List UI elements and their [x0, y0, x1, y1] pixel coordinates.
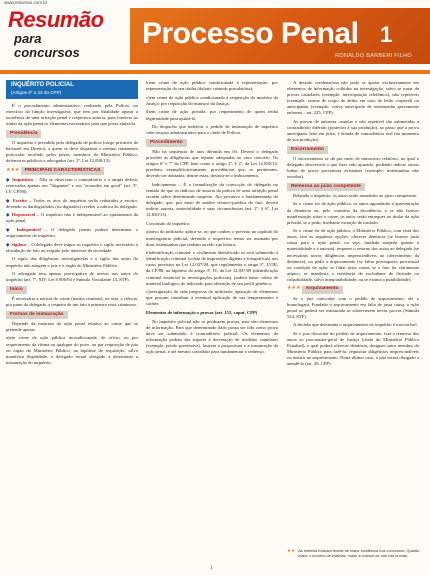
- bullet-icon: ◆: [6, 176, 11, 182]
- star-icon: ★★★: [287, 286, 301, 292]
- b-paragraph: b)em crime de ação pública condicionada à representação: por representação do seu titular (delatio criminis postulatória);: [146, 80, 278, 92]
- site-url: www.resumao.com.br: [4, 0, 48, 5]
- principais-heading: ★★★ PRINCIPAIS CARACTERÍSTICAS: [6, 167, 138, 175]
- arquivamento-paragraph: Se o juiz concordar com o pedido de arquivamento, ele o homologará. Fundado o arquivamento em falta de justa causa, a ação penal só poderá ser instaurada se sobrevierem novas provas (Súmula 524, STF).: [287, 295, 419, 319]
- brand-line2: para concursos: [14, 31, 80, 60]
- encerramento-paragraph: O encerramento se dá por meio de minucioso relatório, no qual o delegado descreverá o que fizer sido apurado, podendo indicar outras linhas de prova porventura existentes (exemplo: testemunhas não ouvidas).: [287, 155, 419, 180]
- elementos-paragraph: No inquérito policial não se produzem provas, mas sim elementos de informação. Para que determinado dado possa ser tido como prova deve ser submetido à contraditório judicial. Os elementos de informação podem dar suporte à decretação de medidas cautelares (exemplo: prisão preventiva), lastrear a propositura e a instauração da ação penal, e até mesmo contribuir para fundamentar a sentença.: [146, 318, 278, 354]
- bullet-icon: ◆: [6, 227, 13, 232]
- indiciamento-paragraph: Indiciamento – É a formalização da convicção do delegado no sentido de que os indícios de autoria da prática de uma infração penal recaem sobre determinado suspeito. Ato privativo e fundamentado do delegado, que, por meio de análise técnico-jurídica do fato, deverá indicar autoria, materialidade e suas circunstâncias (art. 2º, § 6º, Lei 12.830/13).: [146, 181, 278, 218]
- remessa-heading: Remessa ao juízo competente: [287, 183, 419, 191]
- formas-paragraph: Depende da natureza da ação penal relativa ao crime que se pretende apurar:: [6, 320, 138, 332]
- section-header: [6, 80, 138, 99]
- remessa-paragraph-3: Se o crime for de ação pública, o Ministério Público, com vista dos autos, terá as seguintes opções: oferecer denúncia (se houver justa causa para a ação penal, ou seja, fundada suspeita quanto à materialidade e à autoria); requerer o retorno dos autos ao delegado (se necessárias novas diligências imprescindíveis ao oferecimento da denúncia); ou pedir o arquivamento (se faltar pressuposto processual ou condição da ação; se faltar justa causa; se o fato for claramente atípico, se manifesta a existência de excludente de ilicitude ou culpabilidade, salvo inimputabilidade; ou se extinta a punibilidade).: [287, 228, 419, 282]
- column-3: [287, 80, 419, 370]
- presidencia-paragraph: O inquérito é presidido pelo delegado de polícia (cargo privativo de bacharel em Direito), a quem se deve dispensar o mesmo tratamento protocolar recebido pelos juízes, membros do Ministério Público, defensores públicos e advogados (art. 3º, Lei 12.830/13).: [6, 139, 138, 164]
- provas-paragraph: As provas de natureza cautelar e não repetível são submetidas a contraditório diferido (posterior à sua produção), ao passo que a prova antecipada, feita em juízo, é dotada de contraditório real (no momento de sua produção).: [287, 118, 419, 143]
- list-item: ◆ Escrito – Todos os atos do inquérito serão reduzidos a escrito, devendo os datilografados (ou digitados) receber a rubrica do delegado.: [6, 197, 138, 209]
- list-item: ◆ Inquisitivo – Não se observam o contraditório e a ampla defesa, reservados apenas aos "litigantes" e aos "acusados em geral" (art. 5º, LV, CF/88).: [6, 176, 138, 194]
- presidencia-heading: Presidência: [6, 130, 138, 138]
- column-1: [6, 80, 138, 368]
- b2-paragraph: b)identificação criminal: o civilmente identificado só será submetido à identificação criminal (coleta de impressões digitais e fotográficas) nos casos previstos na Lei 12.037/09, que regulamenta o artigo 5º, LVIII, da CF/88; na hipótese do artigo 3º, IV, da Lei 12.037/09 (identificação criminal essencial às investigações policiais), poderá haver coleta de material biológico do indiciado para obtenção de seu perfil genético;: [146, 250, 278, 286]
- volume-number: 1: [380, 22, 393, 47]
- page-title: Processo Penal: [142, 17, 359, 50]
- star-icon: ★★: [287, 548, 296, 553]
- remessa-paragraph-2: Se o crime for de ação pública, os autos aguardarão a apresentação da denúncia ou, pelo contrário da decadência, e se não houver manifestação sobre o crime, os autos serão entregues ao titular da ação privada, se o pedir, mediante extração de traslado.: [287, 201, 419, 225]
- remessa-paragraph: Relatado o inquérito, os autos serão remetidos ao juízo competente.: [293, 192, 418, 198]
- intro-paragraph: É o procedimento administrativo, realizado pela Polícia, no exercício da função investigativa, que tem por finalidade apurar a existência de uma infração penal e respectiva autoria, para fornecer ao titular da ação penal os elementos necessários para que possa ajuizá-la.: [6, 102, 138, 127]
- bullet-icon: ◆: [6, 197, 11, 203]
- procedimento-heading: Procedimento: [146, 139, 278, 147]
- elementos-heading: Elementos de informação x provas (art. 155, caput, CPP): [146, 310, 258, 315]
- sumula-paragraph: O advogado tem apenas prerrogativa de acesso aos autos do inquérito (art. 7º, XIV, Lei 8.906/94 e Súmula Vinculante 14, STF).: [6, 271, 138, 283]
- d-paragraph: d)em crime de ação privada: por requerimento de quem tenha legitimidade para ajuizá-la.: [146, 109, 278, 121]
- section-subheading: (Artigos 4º a 23 do CPP): [11, 89, 62, 95]
- star-icon: ★★★: [6, 167, 20, 173]
- c2-paragraph: c)averiguação da vida pregressa do indiciado: apuração de elementos que possam contribuir à eventual aplicação de sua temperamento e caráter.: [146, 289, 278, 307]
- brand-logo: [8, 8, 108, 58]
- sigilo-paragraph: O sigilo das diligências investigatórias e o sigilo dos autos do inquérito não atingem o juiz e o órgão do Ministério Público.: [6, 256, 138, 268]
- decisao-paragraph: A decisão condenatória não pode se apoiar exclusivamente em elementos de informação colhidos na investigação, salvo se tratar de provas cautelares (exemplo: interceptação telefônica), não repetíveis (exemplo: exame de corpo de delito em caso de lesão corporal) ou antecipadas (exemplo: oitiva antecipada de testemunha gravemente enferma – art. 225, CPP).: [287, 80, 419, 116]
- procedimento-paragraph: Não há sequência de atos definida em lei. Deverá o delegado proceder às diligências que reputar adequadas ao caso concreto. Os artigos 6º e 7º do CPP, bem como o artigo 2º, § 2º, da Lei 12.830/13, prevêem, exemplificativamente, providências que, se pertinentes, deverão ser adotadas; dentre estas, destaca-se o indiciamento.: [146, 148, 278, 179]
- encerramento-heading: Encerramento: [287, 146, 419, 154]
- arquivamento-heading: ★★★ Arquivamento: [287, 285, 419, 293]
- list-item: ◆ Indisponível – O delegado jamais poderá determinar o arquivamento do inquérito.: [6, 227, 138, 239]
- column-2: [146, 80, 278, 358]
- formas-heading: Formas de instauração: [6, 311, 138, 319]
- inicio-heading: Início: [6, 286, 138, 294]
- page-number: 1: [210, 566, 213, 571]
- arquivamento-paragraph-2: A decisão que determina o arquivamento do inquérito é irrecorrível.: [293, 322, 418, 328]
- list-item: ◆ Sigiloso – O delegado deve impor ao inquérito o sigilo necessário à elucidação do fato ou exigido pelo interesse da sociedade.: [6, 241, 139, 253]
- inicio-paragraph: É necessária a notícia do crime (notitia criminis), ou seja, a ciência, por parte do delegado, a respeito de um fato à primeira vista criminoso.: [6, 295, 138, 307]
- bullet-icon: ◆: [6, 241, 10, 247]
- section-heading: INQUÉRITO POLICIAL: [11, 82, 74, 88]
- bullet-icon: ◆: [6, 212, 11, 218]
- footer-note: [287, 548, 421, 558]
- author-name: RONALDO BARBERI FILHO: [335, 52, 412, 59]
- c-paragraph: c)em crime de ação pública condicionada à requisição do ministro da Justiça: por requisição do ministro da Justiça;: [146, 94, 278, 106]
- list-item: ◆ Dispensável – O inquérito não é indispensável ao ajuizamento da ação penal.: [6, 212, 138, 224]
- arquivamento-paragraph-3: Se o juiz discordar do pedido de arquivamento, fará a remessa dos autos ao procurador-geral de Justiça (chefe do Ministério Público Estadual), o qual poderá oferecer denúncia, designar outro membro do Ministério Público para fazê-lo, requisitar diligências imprescindíveis ou insistir no arquivamento. Neste último caso, o juiz estará obrigado a atendê-lo (art. 28, CPP).: [287, 331, 419, 367]
- despacho-paragraph: Do despacho que indeferir o pedido de instauração de inquérito cabe recurso administrativo para o chefe de Polícia.: [146, 124, 278, 136]
- acao-paragraph: a)em crime de ação pública incondicionada: de ofício, ou por requerimento da vítima ou qualquer do povo, ou por requisição de juiz ou órgão do Ministério Público; na hipótese de requisição, salvo manifesta ilegalidade, o delegado estará obrigado a determinar a instauração do inquérito;: [6, 335, 138, 365]
- title-banner: [130, 8, 430, 64]
- a-paragraph: a)ativo do indiciado: aplica-se, no que couber, o previsto no capítulo do interrogatório judicial, devendo o respectivo termo ser assinado por duas testemunhas que tenham ouvido sua leitura;: [146, 229, 278, 247]
- header: [0, 6, 430, 76]
- conclusao-paragraph: Conclusão do inquérito:: [146, 220, 191, 226]
- footer-text: As estrelas indicam temas de maior incidência nos concursos. Quanto maior o número de estrelas, maior a chance de cair nas provas.: [298, 548, 420, 559]
- brand-line1: Resumão: [8, 7, 104, 32]
- header-divider: [0, 70, 430, 74]
